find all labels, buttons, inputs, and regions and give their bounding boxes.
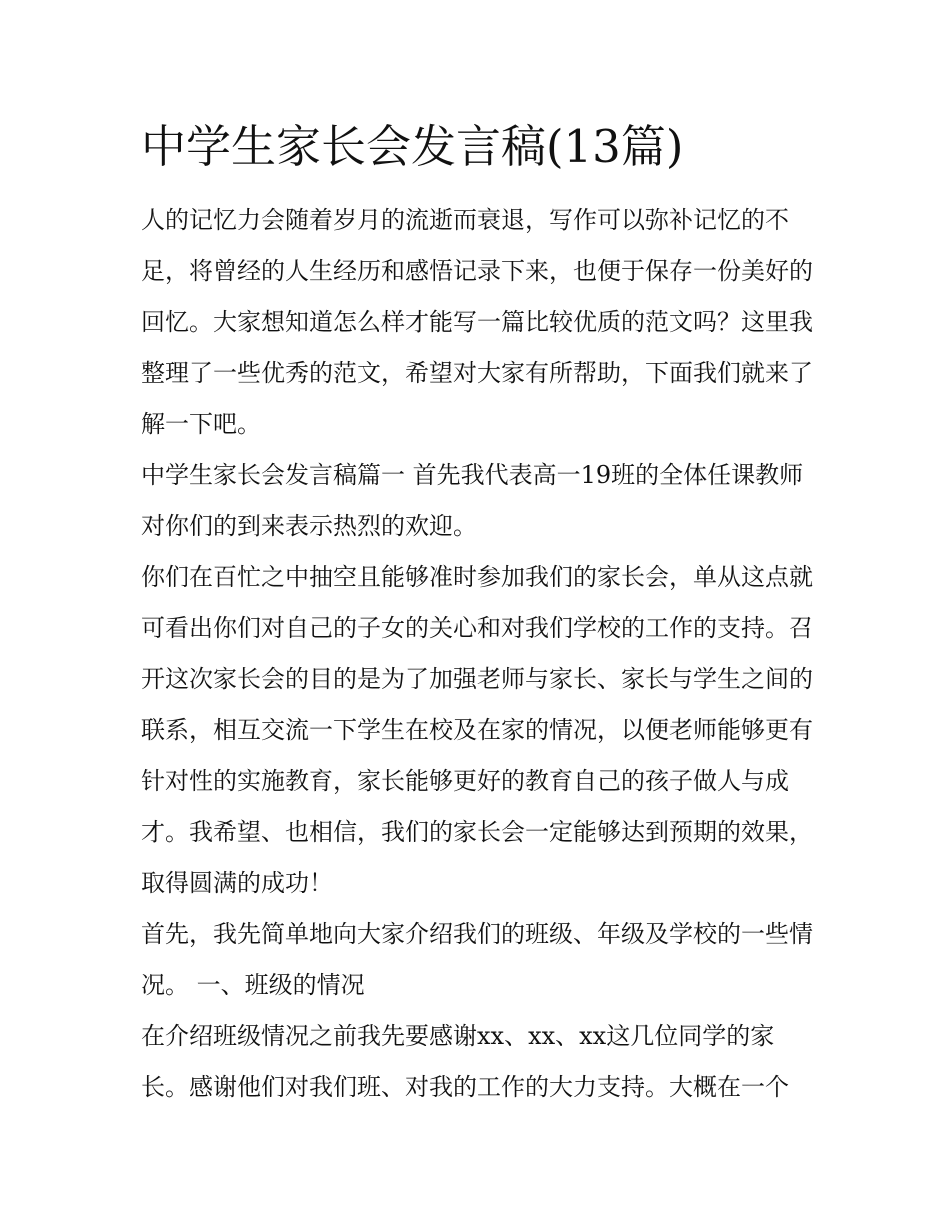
paragraph-intro: 人的记忆力会随着岁月的流逝而衰退，写作可以弥补记忆的不足，将曾经的人生经历和感悟记录下来，也便于保存一份美好的回忆。大家想知道怎么样才能写一篇比较优质的范文吗？这里我整理了一些优秀的范文，希望对大家有所帮助，下面我们就来了解一下吧。 [141, 206, 813, 438]
paragraph-thanks-parents: 在介绍班级情况之前我先要感谢xx、xx、xx这几位同学的家长。感谢他们对我们班、对我的工作的大力支持。大概在一个 [141, 1022, 789, 1101]
paragraph-meeting-purpose: 你们在百忙之中抽空且能够准时参加我们的家长会，单从这点就可看出你们对自己的子女的关心和对我们学校的工作的支持。召开这次家长会的目的是为了加强老师与家长、家长与学生之间的联系，相互交流一下学生在校及在家的情况，以便老师能够更有针对性的实施教育，家长能够更好的教育自己的孩子做人与成才。我希望、也相信，我们的家长会一定能够达到预期的效果，取得圆满的成功！ [141, 563, 813, 897]
document-title: 中学生家长会发言稿(13篇) [141, 120, 684, 173]
paragraph-class-overview: 首先，我先简单地向大家介绍我们的班级、年级及学校的一些情况。 一、班级的情况 [141, 920, 813, 999]
document-body [141, 195, 813, 1113]
paragraph-speech-opening: 中学生家长会发言稿篇一 首先我代表高一19班的全体任课教师对你们的到来表示热烈的欢迎。 [141, 461, 804, 540]
